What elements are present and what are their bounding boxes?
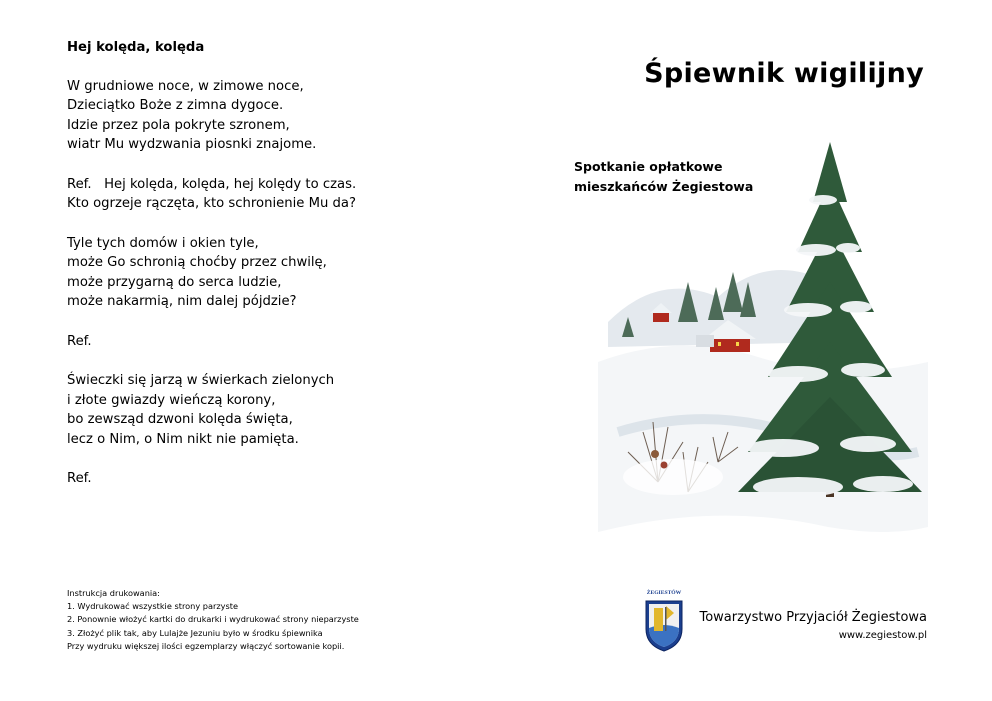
lyric-line: może nakarmią, nim dalej pójdzie? bbox=[67, 294, 297, 309]
lyric-line: Idzie przez pola pokryte szronem, bbox=[67, 117, 290, 133]
organization-name: Towarzystwo Przyjaciół Żegiestowa bbox=[699, 610, 927, 625]
stanza-3 bbox=[67, 371, 487, 449]
song-title: Hej kolęda, kolęda bbox=[67, 40, 205, 55]
lyric-line: może Go schronią choćby przez chwilę, bbox=[67, 255, 327, 270]
stanza-1 bbox=[67, 77, 487, 155]
lyric-line: Kto ogrzeje rączęta, kto schronienie Mu da? bbox=[67, 196, 356, 211]
snow-on-shrubs bbox=[623, 459, 723, 495]
lyric-line: wiatr Mu wydzwania piosnki znajome. bbox=[67, 137, 317, 152]
stanza-2 bbox=[67, 234, 487, 312]
bird bbox=[661, 462, 668, 469]
refrain bbox=[67, 175, 487, 214]
lyric-line: Świeczki się jarzą w świerkach zielonych bbox=[67, 373, 335, 388]
lyric-line: W grudniowe noce, w zimowe noce, bbox=[67, 78, 304, 94]
lyric-line: Ref. bbox=[67, 471, 92, 486]
instruction-line: 3. Złożyć plik tak, aby Lulajże Jezuniu było w środku śpiewnika bbox=[67, 627, 323, 638]
zegiestow-crest-logo bbox=[642, 587, 686, 655]
lyric-line: Ref. Hej kolęda, kolęda, hej kolędy to czas. bbox=[67, 176, 357, 192]
lyric-line: bo zewsząd dzwoni kolęda święta, bbox=[67, 412, 293, 427]
bird bbox=[651, 450, 659, 458]
lyric-line: może przygarną do serca ludzie, bbox=[67, 274, 282, 290]
instruction-line: 1. Wydrukować wszystkie strony parzyste bbox=[67, 601, 239, 612]
print-instructions bbox=[67, 587, 359, 653]
refrain-marker bbox=[67, 469, 487, 489]
subtitle-line: mieszkańców Żegiestowa bbox=[574, 179, 754, 194]
organization-url[interactable]: www.zegiestow.pl bbox=[838, 630, 927, 641]
refrain-marker bbox=[67, 332, 487, 352]
lyric-line: i złote gwiazdy wieńczą korony, bbox=[67, 392, 276, 408]
cover-subtitle bbox=[574, 157, 753, 197]
instruction-line: Przy wydruku większej ilości egzemplarzy włączyć sortowanie kopii. bbox=[67, 640, 345, 651]
instruction-line: Instrukcja drukowania: bbox=[67, 588, 160, 598]
lyric-line: Ref. bbox=[67, 333, 92, 349]
cover-title: Śpiewnik wigilijny bbox=[644, 58, 924, 89]
subtitle-line: Spotkanie opłatkowe bbox=[574, 159, 723, 174]
song-page bbox=[67, 38, 487, 509]
lyric-line: Tyle tych domów i okien tyle, bbox=[67, 235, 259, 251]
lyric-line: lecz o Nim, o Nim nikt nie pamięta. bbox=[67, 431, 299, 447]
winter-landscape-illustration bbox=[598, 132, 928, 574]
instruction-line: 2. Ponownie włożyć kartki do drukarki i wydrukować strony nieparzyste bbox=[67, 614, 359, 625]
lyric-line: Dzieciątko Boże z zimna dygoce. bbox=[67, 98, 284, 113]
organization-block bbox=[642, 587, 927, 657]
crest-label: ŻEGIESTÓW bbox=[646, 590, 682, 596]
